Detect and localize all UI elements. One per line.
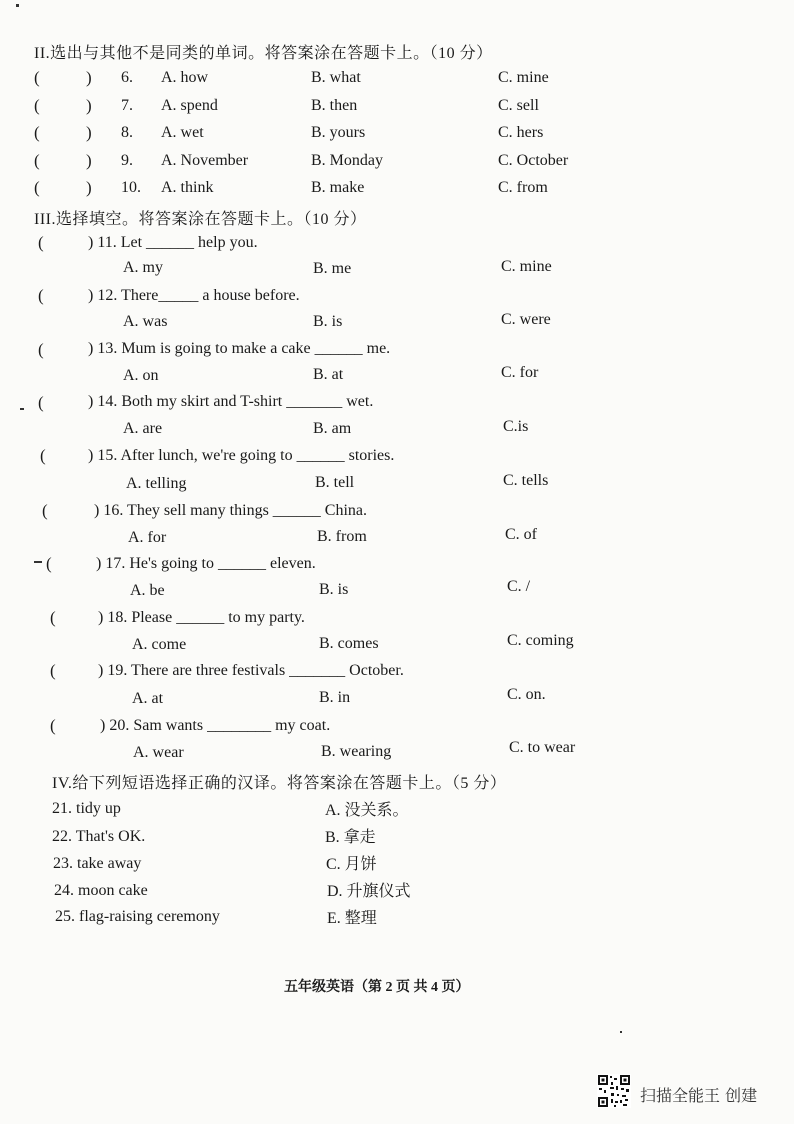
option-c: C. mine [498, 69, 549, 86]
option-c: C. mine [501, 258, 552, 275]
answer-paren-open: ( [50, 608, 56, 627]
section-2-heading: II.选出与其他不是同类的单词。将答案涂在答题卡上。（10 分） [34, 45, 493, 62]
option-b: B. from [317, 528, 367, 545]
question-number: 7. [121, 97, 133, 114]
option-b: B. what [311, 69, 361, 86]
option-b: B. yours [311, 124, 366, 141]
answer-paren-close: ) [86, 178, 92, 197]
option-a: A. November [161, 152, 249, 169]
question-stem: ) 19. There are three festivals _______ October. [98, 662, 404, 679]
answer-paren-open: ( [34, 151, 40, 170]
option-c: C. to wear [509, 739, 576, 756]
question-number: 10. [121, 179, 141, 196]
question-stem: ) 12. There_____ a house before. [88, 287, 300, 304]
question-stem: ) 13. Mum is going to make a cake ______ me. [88, 340, 391, 357]
answer-paren-open: ( [50, 661, 56, 680]
option-c: C. from [498, 179, 548, 196]
question-stem: ) 20. Sam wants ________ my coat. [100, 717, 331, 734]
phrase-chinese: D. 升旗仪式 [327, 883, 411, 900]
option-c: C. October [498, 152, 569, 169]
option-a: A. spend [161, 97, 218, 114]
option-c: C. for [501, 364, 539, 381]
option-c: C. coming [507, 632, 574, 649]
phrase-english: 25. flag-raising ceremony [55, 908, 220, 925]
option-a: A. was [123, 313, 168, 330]
page-footer: 五年级英语（第 2 页 共 4 页） [284, 980, 470, 995]
question-stem: ) 15. After lunch, we're going to ______ stories. [88, 447, 395, 464]
option-b: B. at [313, 366, 344, 383]
option-b: B. me [313, 260, 352, 277]
phrase-english: 23. take away [53, 855, 142, 872]
scan-speck [20, 408, 24, 410]
question-number: 8. [121, 124, 133, 141]
option-b: B. is [319, 581, 349, 598]
question-stem: ) 17. He's going to ______ eleven. [96, 555, 316, 572]
option-b: B. then [311, 97, 358, 114]
option-a: A. wet [161, 124, 204, 141]
option-a: A. be [130, 582, 165, 599]
question-stem: ) 11. Let ______ help you. [88, 234, 258, 251]
phrase-english: 21. tidy up [52, 800, 121, 817]
scanner-watermark: 扫描全能王 创建 [640, 1086, 758, 1105]
option-c: C. tells [503, 472, 549, 489]
answer-paren-open: ( [34, 68, 40, 87]
section-4-heading: IV.给下列短语选择正确的汉译。将答案涂在答题卡上。（5 分） [52, 775, 507, 792]
answer-paren-open: ( [46, 554, 52, 573]
answer-paren-open: ( [38, 340, 44, 359]
option-c: C. sell [498, 97, 539, 114]
answer-paren-open: ( [34, 96, 40, 115]
answer-paren-open: ( [34, 123, 40, 142]
answer-paren-open: ( [40, 446, 46, 465]
option-c: C. of [505, 526, 537, 543]
scan-speck [34, 561, 42, 563]
phrase-chinese: A. 没关系。 [325, 802, 409, 819]
option-a: A. my [123, 259, 163, 276]
option-a: A. think [161, 179, 214, 196]
answer-paren-open: ( [38, 393, 44, 412]
option-a: A. for [128, 529, 167, 546]
phrase-english: 24. moon cake [54, 882, 148, 899]
phrase-english: 22. That's OK. [52, 828, 146, 845]
option-c: C. were [501, 311, 551, 328]
option-a: A. telling [126, 475, 187, 492]
scan-speck [16, 4, 19, 7]
answer-paren-open: ( [38, 286, 44, 305]
answer-paren-close: ) [86, 123, 92, 142]
answer-paren-open: ( [50, 716, 56, 735]
section-3-heading: III.选择填空。将答案涂在答题卡上。（10 分） [34, 211, 367, 228]
answer-paren-close: ) [86, 96, 92, 115]
option-b: B. is [313, 313, 343, 330]
question-stem: ) 18. Please ______ to my party. [98, 609, 305, 626]
question-number: 9. [121, 152, 133, 169]
option-b: B. wearing [321, 743, 392, 760]
option-a: A. on [123, 367, 159, 384]
phrase-chinese: B. 拿走 [325, 829, 376, 846]
option-a: A. how [161, 69, 209, 86]
question-number: 6. [121, 69, 133, 86]
option-c: C.is [503, 418, 529, 435]
option-b: B. Monday [311, 152, 383, 169]
option-b: B. in [319, 689, 351, 706]
phrase-chinese: C. 月饼 [326, 856, 377, 873]
option-b: B. comes [319, 635, 379, 652]
qr-code-icon [597, 1074, 631, 1108]
question-stem: ) 16. They sell many things ______ China. [94, 502, 368, 519]
answer-paren-close: ) [86, 151, 92, 170]
option-c: C. hers [498, 124, 544, 141]
option-a: A. wear [133, 744, 184, 761]
question-stem: ) 14. Both my skirt and T-shirt _______ wet. [88, 393, 374, 410]
option-a: A. at [132, 690, 164, 707]
option-c: C. / [507, 578, 531, 595]
answer-paren-open: ( [38, 233, 44, 252]
option-b: B. make [311, 179, 365, 196]
phrase-chinese: E. 整理 [327, 910, 377, 927]
answer-paren-close: ) [86, 68, 92, 87]
option-b: B. tell [315, 474, 355, 491]
answer-paren-open: ( [42, 501, 48, 520]
answer-paren-open: ( [34, 178, 40, 197]
option-b: B. am [313, 420, 352, 437]
option-a: A. come [132, 636, 187, 653]
option-a: A. are [123, 420, 163, 437]
scan-speck [620, 1031, 622, 1033]
option-c: C. on. [507, 686, 546, 703]
